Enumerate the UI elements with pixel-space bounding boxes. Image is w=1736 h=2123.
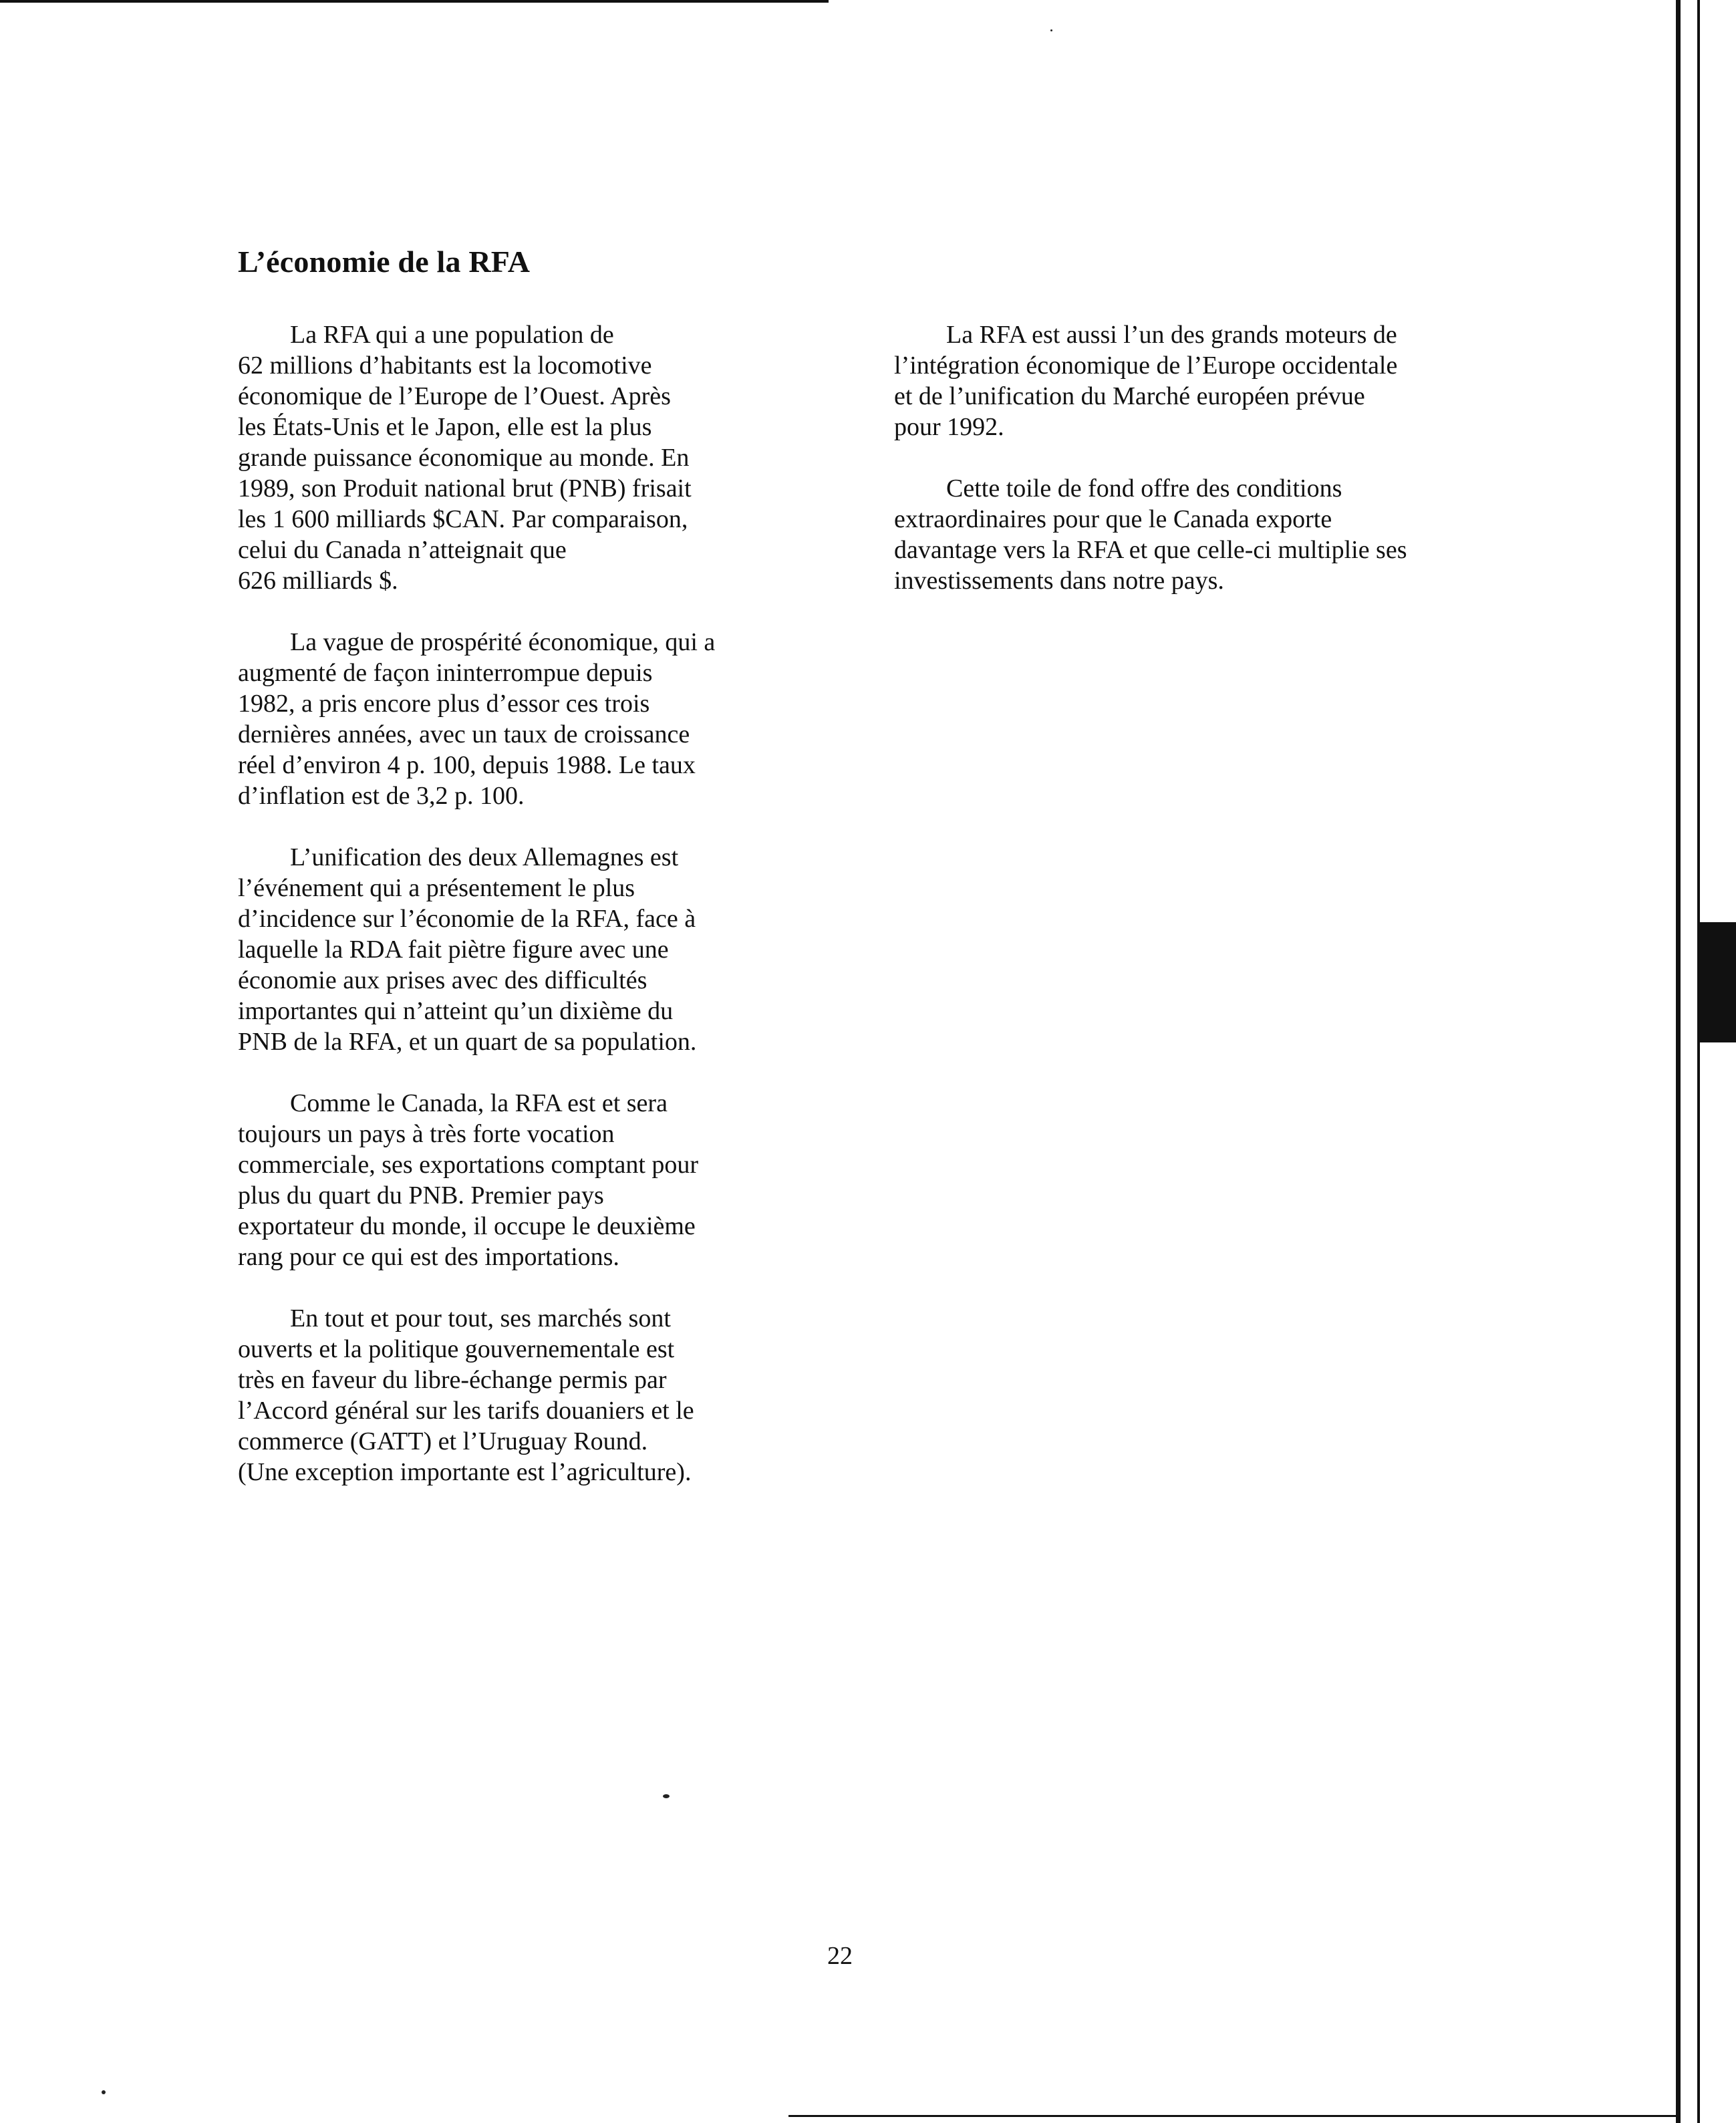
scan-bottom-border	[788, 2115, 1677, 2117]
paragraph-line: commerciale, ses exportations comptant pour	[238, 1151, 699, 1179]
paragraph-line: d’incidence sur l’économie de la RFA, face à	[238, 905, 696, 933]
paragraph-line: investissements dans notre pays.	[894, 567, 1224, 595]
paragraph-line: Comme le Canada, la RFA est et sera	[290, 1089, 668, 1117]
page-title: L’économie de la RFA	[238, 245, 531, 279]
paragraph	[238, 319, 806, 596]
paragraph-line: celui du Canada n’atteignait que	[238, 536, 567, 564]
paragraph-line: commerce (GATT) et l’Uruguay Round.	[238, 1427, 648, 1455]
paragraph-line: 62 millions d’habitants est la locomotive	[238, 351, 652, 380]
paragraph	[894, 473, 1515, 596]
paragraph-line: En tout et pour tout, ses marchés sont	[290, 1304, 671, 1332]
paragraph-line: importantes qui n’atteint qu’un dixième du	[238, 997, 674, 1025]
paragraph	[894, 319, 1515, 442]
paragraph-line: réel d’environ 4 p. 100, depuis 1988. Le taux	[238, 751, 696, 779]
paragraph-line: La vague de prospérité économique, qui a	[290, 628, 716, 656]
paragraph-line: d’inflation est de 3,2 p. 100.	[238, 782, 525, 810]
left-column	[238, 319, 806, 1518]
right-column	[894, 319, 1515, 627]
page-number: 22	[827, 1942, 853, 1970]
scan-edge-mark	[1700, 922, 1736, 1042]
paragraph-line: pour 1992.	[894, 413, 1004, 441]
paragraph-line: dernières années, avec un taux de croissance	[238, 720, 690, 748]
paragraph-line: l’Accord général sur les tarifs douaniers et le	[238, 1397, 694, 1425]
paragraph-line: Cette toile de fond offre des conditions	[946, 474, 1342, 503]
paragraph-line: La RFA est aussi l’un des grands moteurs de	[946, 321, 1397, 349]
paragraph	[238, 842, 806, 1057]
paragraph-line: plus du quart du PNB. Premier pays	[238, 1181, 604, 1210]
paragraph-line: économique de l’Europe de l’Ouest. Après	[238, 382, 671, 410]
paragraph-line: PNB de la RFA, et un quart de sa population.	[238, 1028, 697, 1056]
paragraph-line: davantage vers la RFA et que celle-ci multiplie ses	[894, 536, 1407, 564]
paragraph	[238, 1303, 806, 1488]
paragraph	[238, 627, 806, 811]
paragraph-line: 1989, son Produit national brut (PNB) frisait	[238, 474, 692, 503]
paragraph-line: ouverts et la politique gouvernementale est	[238, 1335, 675, 1363]
paragraph-line: et de l’unification du Marché européen prévue	[894, 382, 1365, 410]
paragraph-line: très en faveur du libre-échange permis par	[238, 1366, 667, 1394]
scan-right-border-inner	[1697, 0, 1700, 2123]
scan-right-border	[1676, 0, 1681, 2123]
paragraph-line: les 1 600 milliards $CAN. Par comparaison,	[238, 505, 688, 533]
scan-top-border	[0, 0, 829, 3]
paragraph-line: (Une exception importante est l’agriculture).	[238, 1458, 692, 1486]
paragraph-line: rang pour ce qui est des importations.	[238, 1243, 619, 1271]
paragraph-line: laquelle la RDA fait piètre figure avec une	[238, 936, 669, 964]
paragraph-line: l’événement qui a présentement le plus	[238, 874, 635, 902]
paragraph	[238, 1088, 806, 1272]
paragraph-line: L’unification des deux Allemagnes est	[290, 843, 679, 871]
paragraph-line: augmenté de façon ininterrompue depuis	[238, 659, 653, 687]
scan-speck	[102, 2090, 106, 2094]
paragraph-line: La RFA qui a une population de	[290, 321, 614, 349]
paragraph-line: 626 milliards $.	[238, 567, 398, 595]
paragraph-line: économie aux prises avec des difficultés	[238, 966, 647, 994]
paragraph-line: toujours un pays à très forte vocation	[238, 1120, 615, 1148]
paragraph-line: grande puissance économique au monde. En	[238, 444, 690, 472]
paragraph-line: extraordinaires pour que le Canada exporte	[894, 505, 1332, 533]
paragraph-line: l’intégration économique de l’Europe occidentale	[894, 351, 1398, 380]
scan-speck	[1050, 29, 1052, 31]
scan-speck	[663, 1794, 670, 1798]
paragraph-line: 1982, a pris encore plus d’essor ces trois	[238, 690, 650, 718]
paragraph-line: exportateur du monde, il occupe le deuxième	[238, 1212, 696, 1240]
paragraph-line: les États-Unis et le Japon, elle est la plus	[238, 413, 652, 441]
